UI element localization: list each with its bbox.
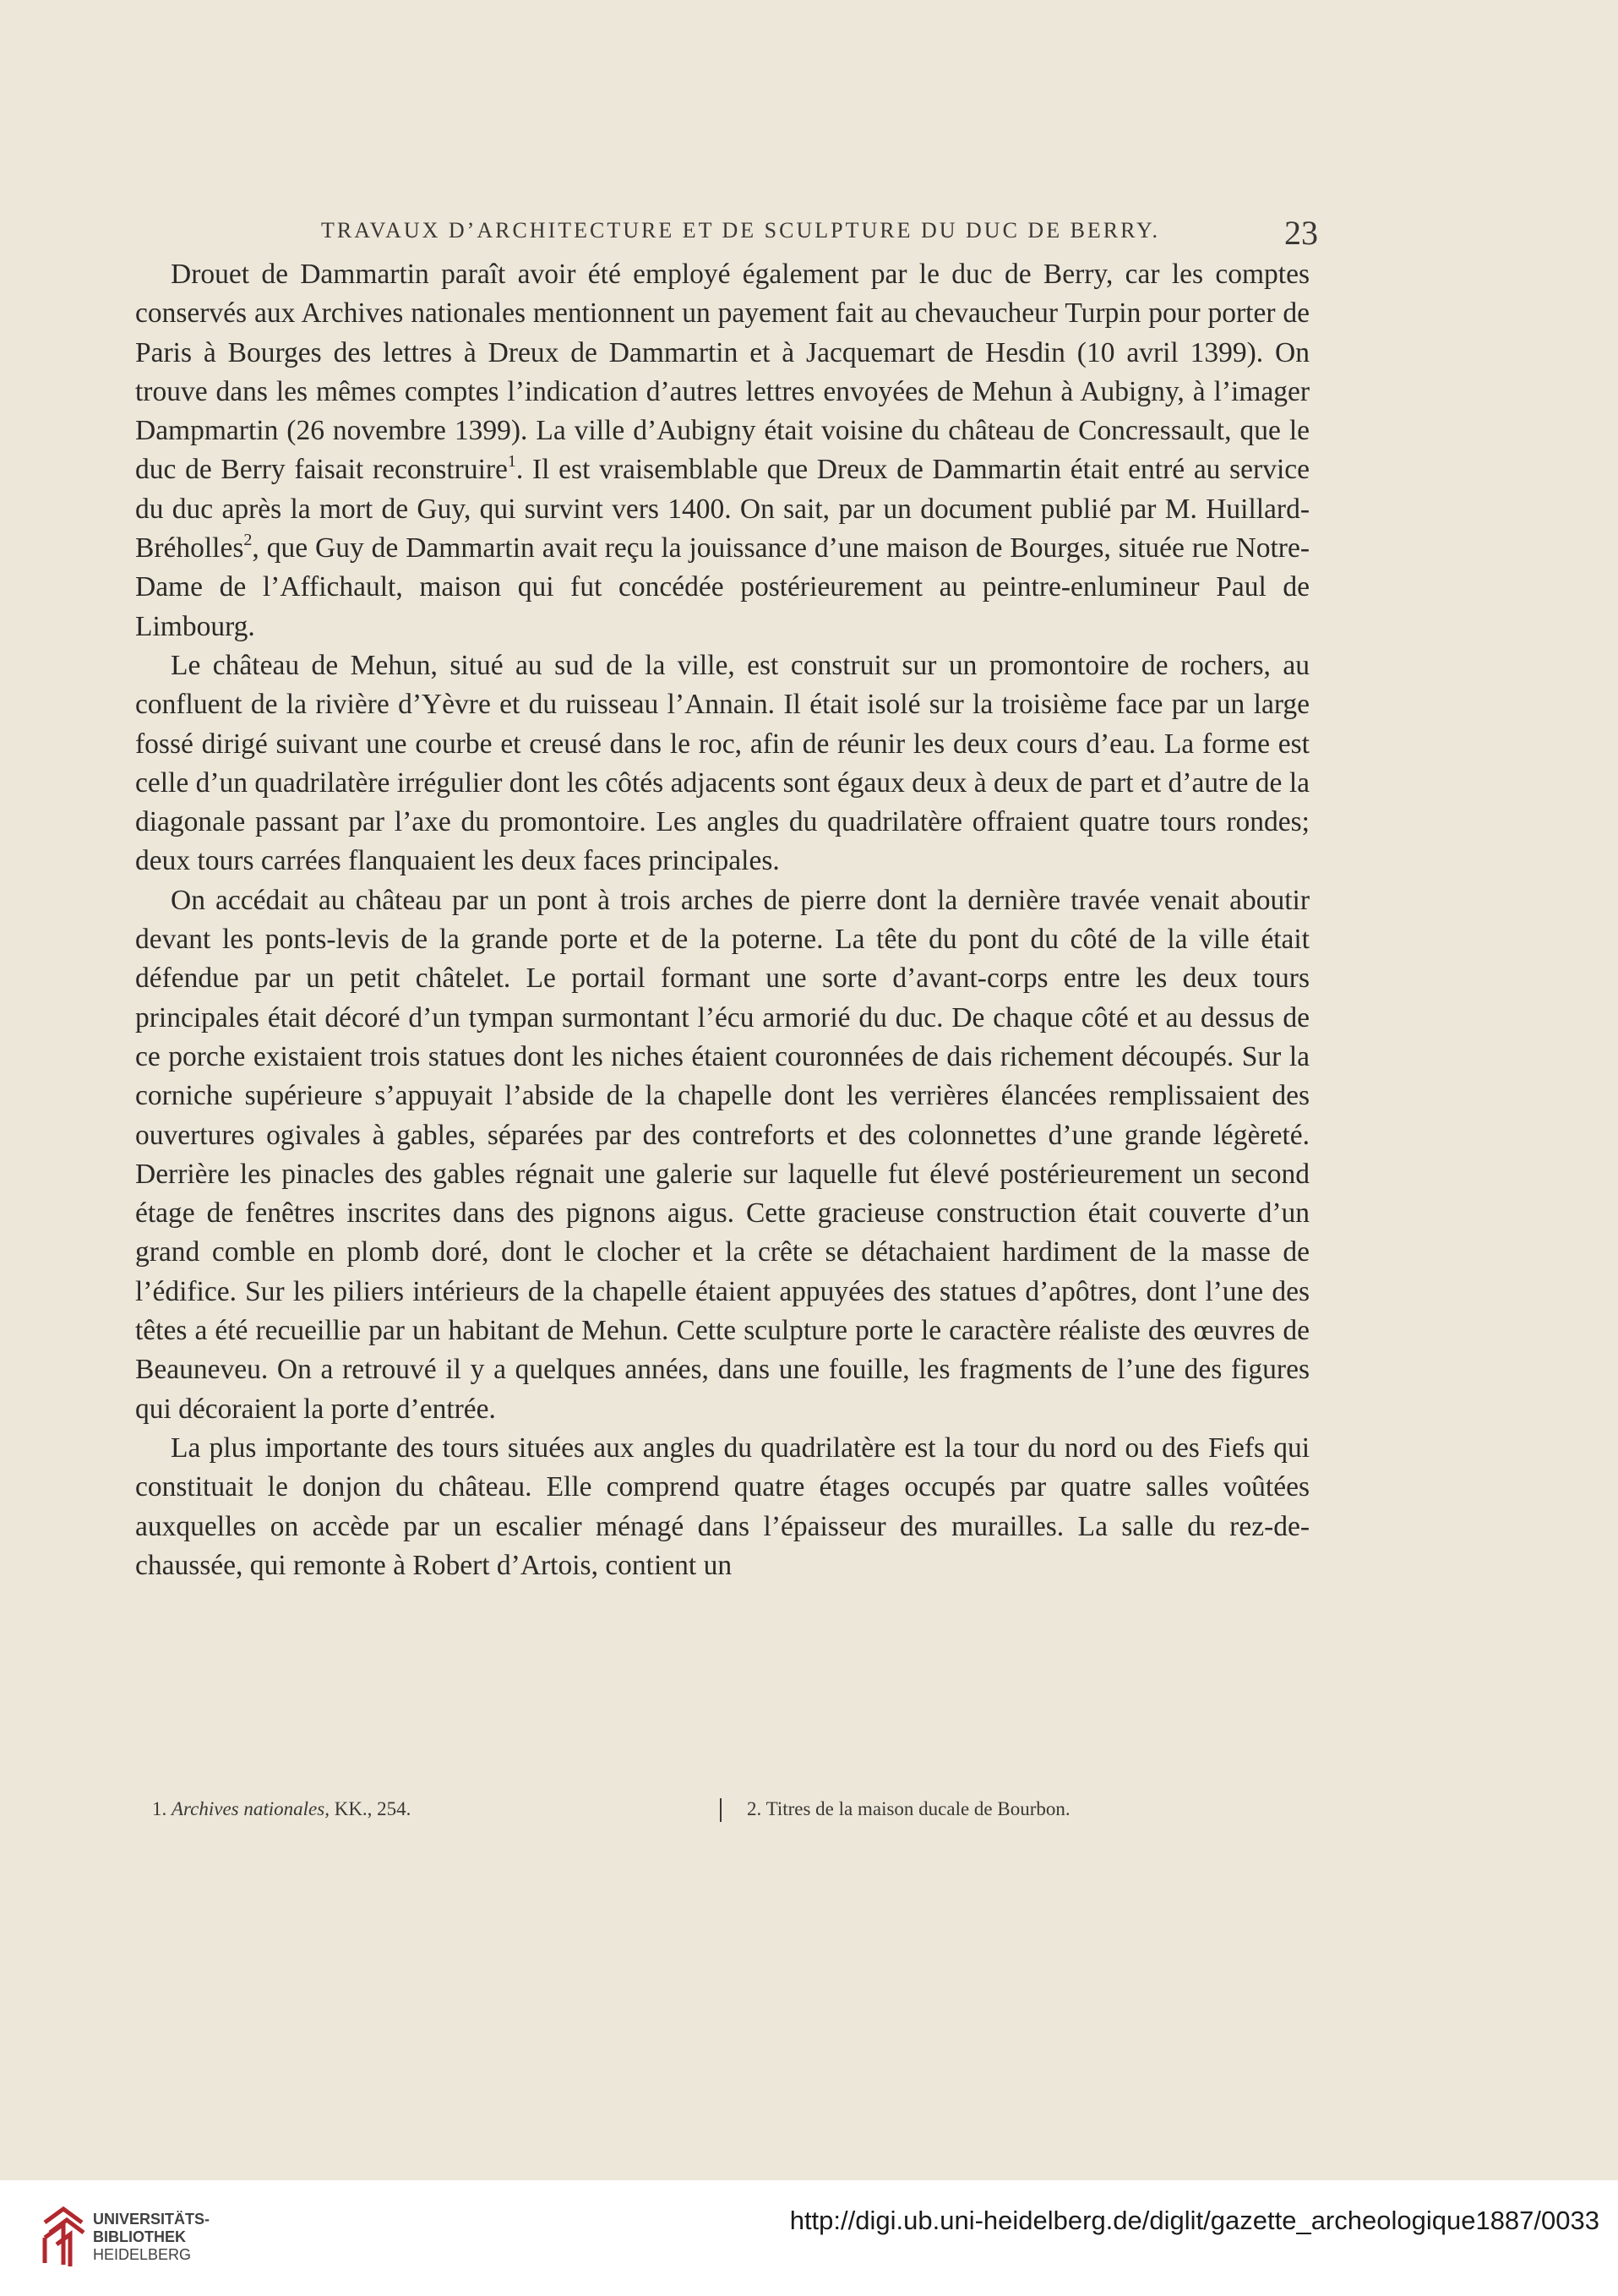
- footnote-1-number: 1.: [152, 1798, 167, 1819]
- footnote-1: [152, 1798, 411, 1820]
- paragraph-1-part-c: , que Guy de Dammartin avait reçu la jouissance d’une maison de Bourges, située rue Notre-Dame de l’Affichault, maison qui fut concédée postérieurement au peintre-enlumineur Paul de Limbourg.: [135, 532, 1310, 642]
- paragraph-1-part-a: Drouet de Dammartin paraît avoir été employé également par le duc de Berry, car les comptes conservés aux Archives nationales mentionnent un payement fait au chevaucheur Turpin pour porter de Paris à Bourges des lettres à Dreux de Dammartin et à Jacquemart de Hesdin (10 avril 1399). On trouve dans les mêmes comptes l’indication d’autres lettres envoyées de Mehun à Aubigny, à l’imager Dampmartin (26 novembre 1399). La ville d’Aubigny était voisine du château de Concressault, que le duc de Berry faisait reconstruire: [135, 259, 1310, 486]
- digital-copy-url-link[interactable]: http://digi.ub.uni-heidelberg.de/diglit/gazette_archeologique1887/0033: [789, 2206, 1599, 2235]
- footnote-divider: [720, 1798, 722, 1822]
- paragraph-1: [135, 255, 1310, 646]
- heidelberg-library-logo-icon: [38, 2204, 101, 2271]
- body-text: [135, 255, 1310, 1585]
- library-name: [93, 2211, 210, 2264]
- library-name-line-3: HEIDELBERG: [93, 2246, 192, 2263]
- footnote-1-ref: KK., 254.: [334, 1798, 411, 1819]
- paragraph-2: Le château de Mehun, situé au sud de la ville, est construit sur un promontoire de rochers, au confluent de la rivière d’Yèvre et du ruisseau l’Annain. Il était isolé sur la troisième face par un large fossé dirigé suivant une courbe et creusé dans le roc, afin de réunir les deux cours d’eau. La forme est celle d’un quadrilatère irrégulier dont les côtés adjacents sont égaux deux à deux de part et d’autre de la diagonale passant par l’axe du promontoire. Les angles du quadrilatère offraient quatre tours rondes; deux tours carrées flanquaient les deux faces principales.: [135, 649, 1310, 877]
- running-head: [135, 213, 1318, 255]
- paragraph-4: La plus importante des tours situées aux angles du quadrilatère est la tour du nord ou des Fiefs qui constituait le donjon du château. Elle comprend quatre étages occupés par quatre salles voûtées auxquelles on accède par un escalier ménagé dans l’épaisseur des murailles. La salle du rez-de-chaussée, qui remonte à Robert d’Artois, contient un: [135, 1432, 1310, 1581]
- footnote-1-source: Archives nationales,: [172, 1798, 330, 1819]
- page-number: 23: [1284, 214, 1318, 252]
- paragraph-3: On accédait au château par un pont à trois arches de pierre dont la dernière travée venait aboutir devant les ponts-levis de la grande porte et de la poterne. La tête du pont du côté de la ville était défendue par un petit châtelet. Le portail formant une sorte d’avant-corps entre les deux tours principales était décoré d’un tympan surmontant l’écu armorié du duc. De chaque côté et au dessus de ce porche existaient trois statues dont les niches étaient couronnées de dais richement découpés. Sur la corniche supérieure s’appuyait l’abside de la chapelle dont les verrières élancées remplissaient des ouvertures ogivales à gables, séparées par des contreforts et des colonnettes d’une grande légèreté. Derrière les pinacles des gables régnait une galerie sur laquelle fut élevé postérieurement un second étage de fenêtres inscrites dans des pignons aigus. Cette gracieuse construction était couverte d’un grand comble en plomb doré, dont le clocher et la crête se détachaient hardiment de la masse de l’édifice. Sur les piliers intérieurs de la chapelle étaient appuyées des statues d’apôtres, dont l’une des têtes a été recueillie par un habitant de Mehun. Cette sculpture porte le caractère réaliste des œuvres de Beauneveu. On a retrouvé il y a quelques années, dans une fouille, les fragments de l’une des figures qui décoraient la porte d’entrée.: [135, 884, 1310, 1425]
- footnote-ref-1: 1: [507, 452, 516, 472]
- footnote-2: 2. Titres de la maison ducale de Bourbon.: [747, 1798, 1070, 1819]
- library-name-line-2: BIBLIOTHEK: [93, 2228, 186, 2245]
- paragraph-1-part-b: . Il est vraisemblable que Dreux de Dammartin était entré au service du duc après la mort de Guy, qui survint vers 1400. On sait, par un document publié par M. Huillard-Bréholles: [135, 454, 1310, 564]
- library-name-line-1: UNIVERSITÄTS-: [93, 2211, 210, 2228]
- footnotes: [152, 1798, 1310, 1832]
- library-footer-bar: [0, 2180, 1618, 2296]
- footnote-ref-2: 2: [243, 531, 253, 550]
- running-title: TRAVAUX D’ARCHITECTURE ET DE SCULPTURE DU DUC DE BERRY.: [321, 218, 1160, 243]
